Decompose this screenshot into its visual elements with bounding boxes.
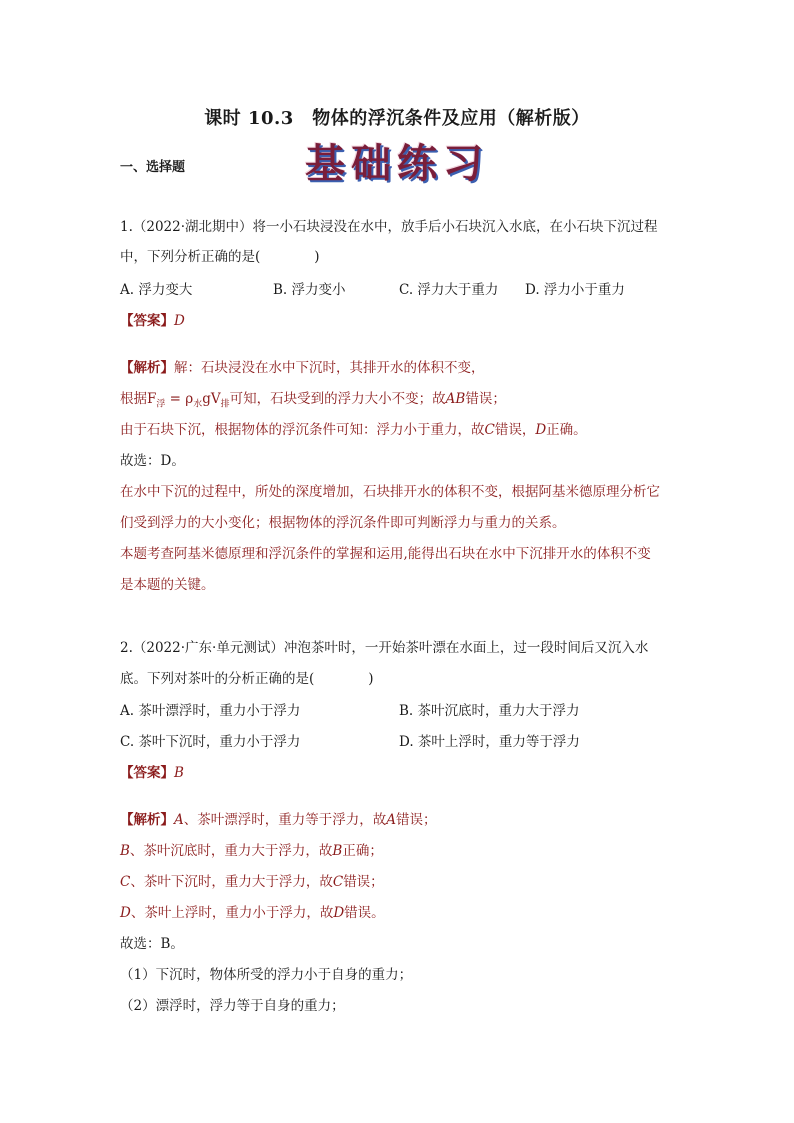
q2-analysis-line1: 【解析】A、茶叶漂浮时，重力等于浮力，故A错误； bbox=[120, 812, 437, 828]
section-banner: 基础练习 bbox=[305, 141, 489, 187]
q1-analysis-line7: 本题考查阿基米德原理和浮沉条件的掌握和运用,能得出石块在水中下沉排开水的体积不变 bbox=[120, 546, 651, 562]
analysis-label: 【解析】 bbox=[120, 812, 174, 828]
q1-option-d: D. 浮力小于重力 bbox=[525, 282, 625, 298]
q1-analysis-line2: 根据$F_浮 = \rho_水gV_排$可知，石块受到的浮力大小不变；故AB错误； bbox=[120, 391, 506, 410]
q2-analysis-line4: D、茶叶上浮时，重力小于浮力，故D错误。 bbox=[120, 905, 385, 921]
q1-answer bbox=[120, 311, 185, 331]
answer-label: 【答案】 bbox=[120, 313, 174, 329]
q1-choice: 故选：D。 bbox=[120, 453, 185, 469]
page-title: 课时 10.3 物体的浮沉条件及应用（解析版） bbox=[204, 108, 590, 129]
q2-option-c: C. 茶叶下沉时，重力小于浮力 bbox=[120, 734, 301, 750]
q1-analysis-line6: 们受到浮力的大小变化；根据物体的浮沉条件即可判断浮力与重力的关系。 bbox=[120, 515, 566, 531]
answer-value: D bbox=[174, 313, 185, 329]
q2-option-d: D. 茶叶上浮时，重力等于浮力 bbox=[399, 734, 580, 750]
answer-value: B bbox=[174, 765, 184, 781]
q2-answer bbox=[120, 763, 184, 783]
q2-analysis-line7: （2）漂浮时，浮力等于自身的重力； bbox=[120, 998, 345, 1014]
analysis-label: 【解析】 bbox=[120, 360, 174, 376]
q1-analysis-line5: 在水中下沉的过程中，所处的深度增加，石块排开水的体积不变，根据阿基米德原理分析它 bbox=[120, 484, 660, 500]
q1-analysis-line8: 是本题的关键。 bbox=[120, 577, 215, 593]
answer-label: 【答案】 bbox=[120, 765, 174, 781]
q2-option-b: B. 茶叶沉底时，重力大于浮力 bbox=[399, 703, 580, 719]
section-heading: 一、选择题 bbox=[120, 160, 186, 175]
q2-stem-line1: 2.（2022·广东·单元测试）冲泡茶叶时，一开始茶叶漂在水面上，过一段时间后又沉入水 bbox=[120, 640, 649, 656]
q2-analysis-line3: C、茶叶下沉时，重力大于浮力，故C错误； bbox=[120, 874, 384, 890]
q1-option-b: B. 浮力变小 bbox=[273, 282, 346, 298]
q1-analysis-line3: 由于石块下沉，根据物体的浮沉条件可知：浮力小于重力，故C错误，D正确。 bbox=[120, 422, 587, 438]
q2-option-a: A. 茶叶漂浮时，重力小于浮力 bbox=[120, 703, 301, 719]
q2-analysis-line6: （1）下沉时，物体所受的浮力小于自身的重力； bbox=[120, 967, 413, 983]
q1-analysis-line1: 【解析】解：石块浸没在水中下沉时，其排开水的体积不变， bbox=[120, 360, 485, 376]
q1-option-a: A. 浮力变大 bbox=[120, 282, 193, 298]
q2-analysis-line2: B、茶叶沉底时，重力大于浮力，故B正确； bbox=[120, 843, 383, 859]
q2-choice: 故选：B。 bbox=[120, 936, 184, 952]
q2-stem-line2: 底。下列对茶叶的分析正确的是( ) bbox=[120, 671, 374, 687]
q1-option-c: C. 浮力大于重力 bbox=[399, 282, 499, 298]
q1-stem-line2: 中，下列分析正确的是( ) bbox=[120, 249, 320, 265]
q1-stem-line1: 1.（2022·湖北期中）将一小石块浸没在水中，放手后小石块沉入水底，在小石块下沉过程 bbox=[120, 219, 658, 235]
